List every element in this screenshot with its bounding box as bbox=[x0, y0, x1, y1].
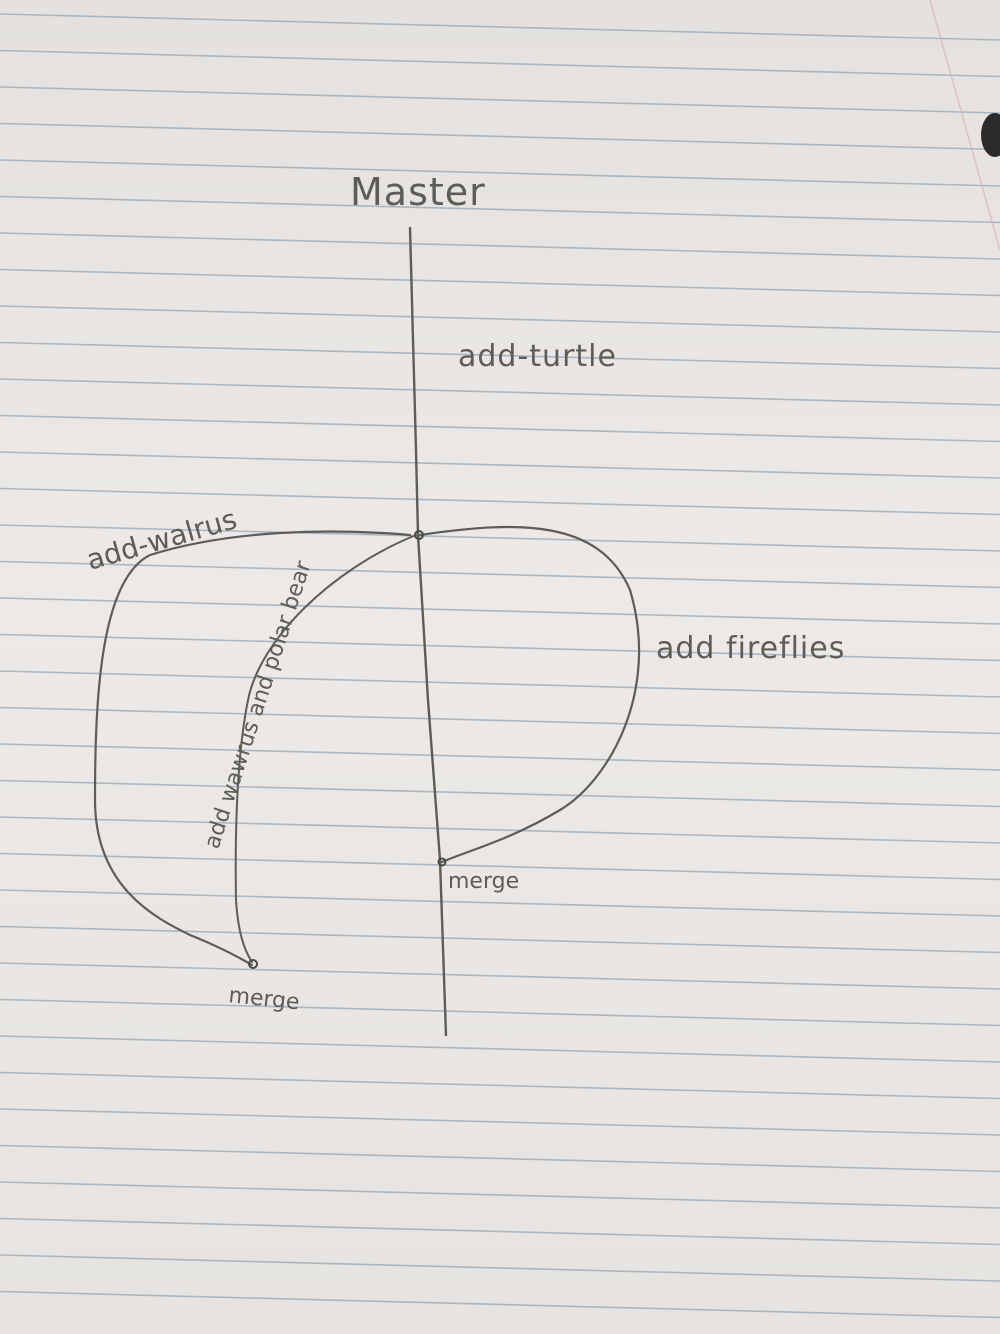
rule-line bbox=[0, 1182, 1000, 1208]
rule-line bbox=[0, 306, 1000, 332]
punch-hole bbox=[981, 113, 1000, 157]
rule-line bbox=[0, 416, 1000, 442]
master-title: Master bbox=[350, 170, 486, 214]
rule-line bbox=[0, 1000, 1000, 1026]
right-merge-label: merge bbox=[448, 869, 520, 894]
rule-line bbox=[0, 489, 1000, 515]
rule-line bbox=[0, 635, 1000, 661]
rule-line bbox=[0, 124, 1000, 150]
rule-line bbox=[0, 562, 1000, 588]
rule-line bbox=[0, 1255, 1000, 1281]
add-turtle-label: add-turtle bbox=[458, 339, 617, 374]
rule-line bbox=[0, 1219, 1000, 1245]
rule-line bbox=[0, 781, 1000, 807]
rule-line bbox=[0, 963, 1000, 989]
add-walrus-label: add-walrus bbox=[82, 502, 241, 577]
rule-line bbox=[0, 270, 1000, 296]
rule-line bbox=[0, 1036, 1000, 1062]
rule-line bbox=[0, 379, 1000, 405]
rule-line bbox=[0, 927, 1000, 953]
rule-line bbox=[0, 744, 1000, 770]
rule-line bbox=[0, 598, 1000, 624]
left-merge-label: merge bbox=[227, 983, 301, 1016]
rule-line bbox=[0, 197, 1000, 223]
add-walrus-polar-bear-label: add wawrus and polar bear bbox=[199, 558, 317, 852]
rule-line bbox=[0, 14, 1000, 40]
rule-line bbox=[0, 1109, 1000, 1135]
rule-line bbox=[0, 1073, 1000, 1099]
rule-line bbox=[0, 708, 1000, 734]
rule-line bbox=[0, 233, 1000, 259]
rule-line bbox=[0, 452, 1000, 478]
master-branch-line bbox=[410, 228, 446, 1035]
rule-line bbox=[0, 51, 1000, 77]
ruled-lines bbox=[0, 14, 1000, 1318]
rule-line bbox=[0, 160, 1000, 186]
rule-line bbox=[0, 671, 1000, 697]
rule-line bbox=[0, 1146, 1000, 1172]
add-fireflies-label: add fireflies bbox=[656, 631, 846, 666]
rule-line bbox=[0, 87, 1000, 113]
rule-line bbox=[0, 1292, 1000, 1318]
